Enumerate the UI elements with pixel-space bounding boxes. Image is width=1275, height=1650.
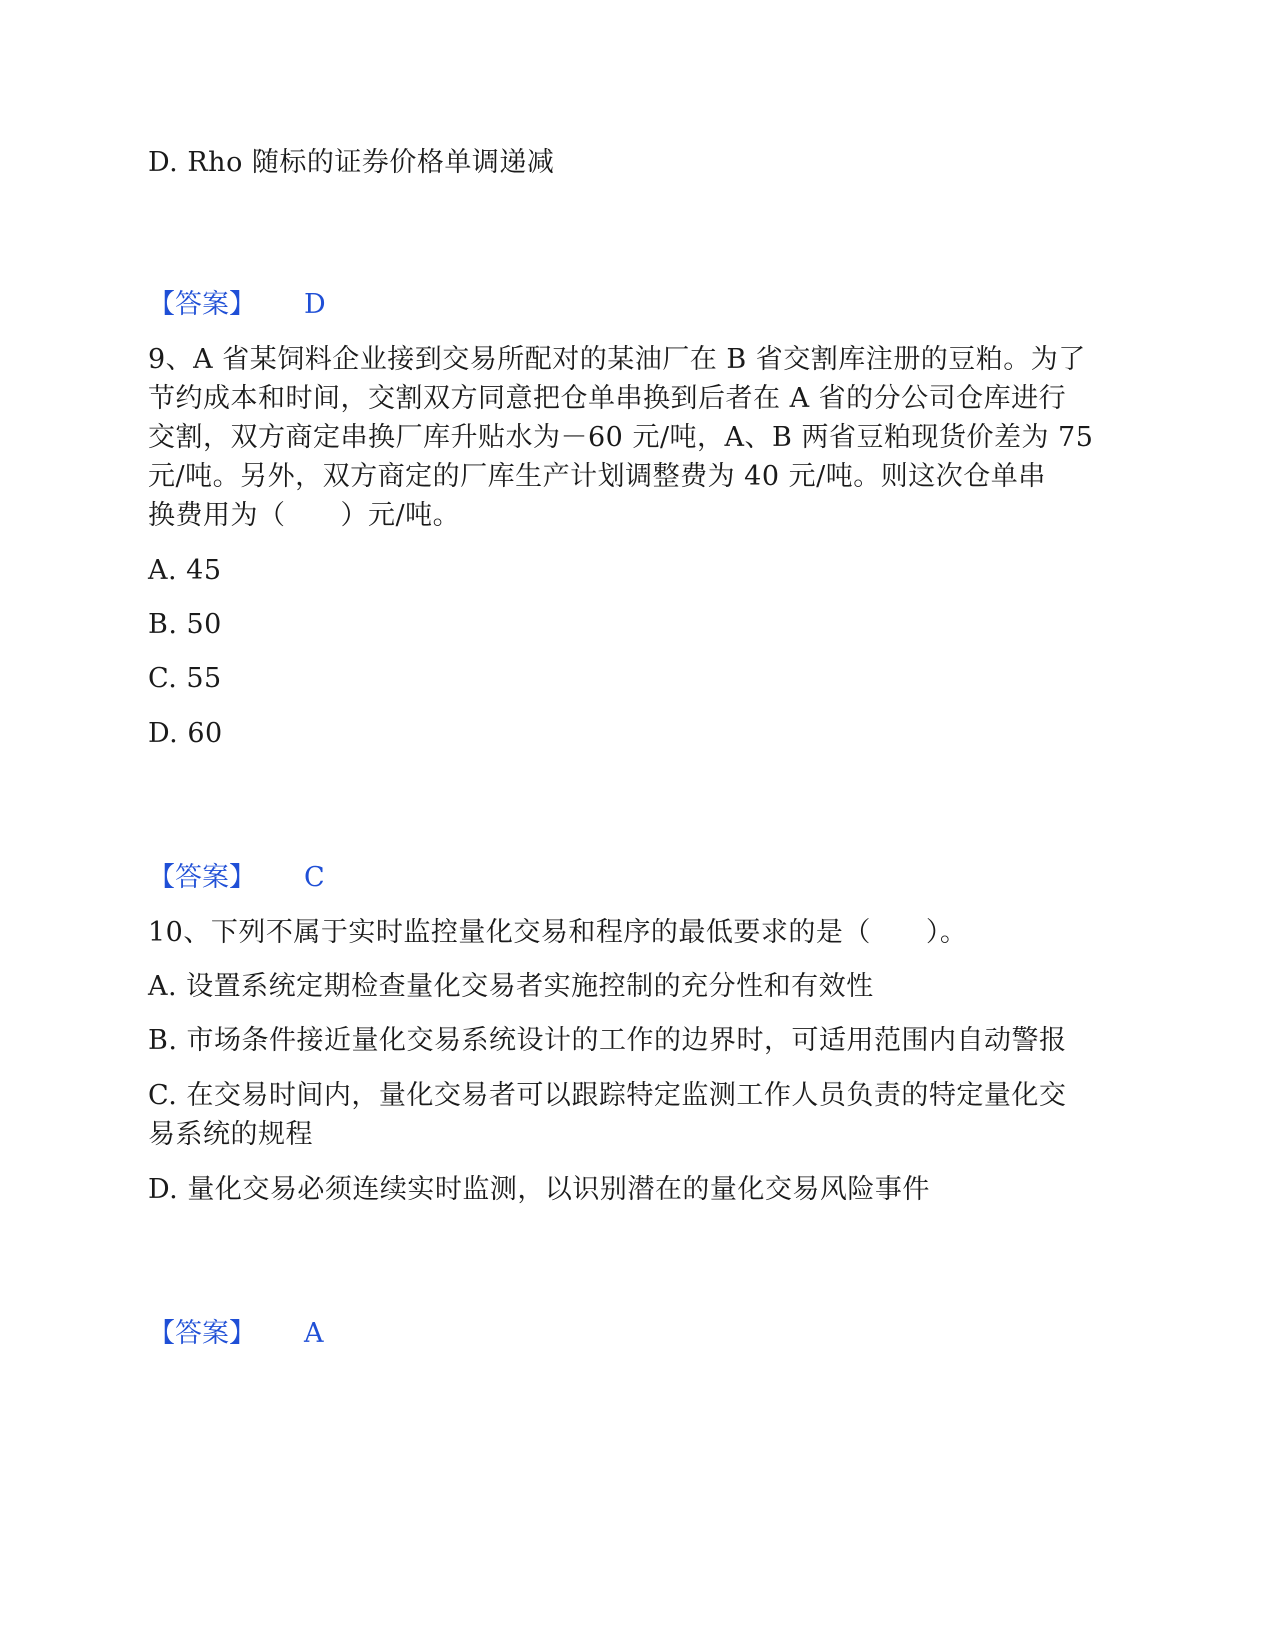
q8-option-d: D. Rho 随标的证券价格单调递减	[148, 147, 555, 178]
q9-stem-line-3: 交割，双方商定串换厂库升贴水为－60 元/吨，A、B 两省豆粕现货价差为 75	[148, 422, 1094, 453]
q9-stem-line-5: 换费用为（ ）元/吨。	[148, 500, 461, 531]
answer-value: C	[304, 862, 325, 893]
q9-stem-line-4: 元/吨。另外，双方商定的厂库生产计划调整费为 40 元/吨。则这次仓单串	[148, 461, 1046, 492]
q10-answer	[148, 1313, 324, 1354]
q9-answer	[148, 857, 325, 898]
q10-option-c-line-1: C. 在交易时间内，量化交易者可以跟踪特定监测工作人员负责的特定量化交	[148, 1080, 1067, 1111]
q9-option-c: C. 55	[148, 663, 222, 694]
answer-value: D	[304, 289, 326, 320]
q10-option-c-line-2: 易系统的规程	[148, 1119, 313, 1150]
q10-stem: 10、下列不属于实时监控量化交易和程序的最低要求的是（ ）。	[148, 917, 968, 948]
q10-option-d: D. 量化交易必须连续实时监测，以识别潜在的量化交易风险事件	[148, 1174, 930, 1205]
answer-label: 【答案】	[148, 862, 256, 893]
answer-value: A	[304, 1318, 324, 1349]
q8-answer	[148, 284, 326, 325]
q9-stem-line-2: 节约成本和时间，交割双方同意把仓单串换到后者在 A 省的分公司仓库进行	[148, 383, 1067, 414]
q9-stem-line-1: 9、A 省某饲料企业接到交易所配对的某油厂在 B 省交割库注册的豆粕。为了	[148, 344, 1086, 375]
answer-label: 【答案】	[148, 1318, 256, 1349]
q10-option-a: A. 设置系统定期检查量化交易者实施控制的充分性和有效性	[148, 971, 874, 1002]
q9-option-d: D. 60	[148, 718, 223, 749]
q9-option-b: B. 50	[148, 609, 222, 640]
answer-label: 【答案】	[148, 289, 256, 320]
q9-option-a: A. 45	[148, 555, 222, 586]
q10-option-b: B. 市场条件接近量化交易系统设计的工作的边界时，可适用范围内自动警报	[148, 1025, 1067, 1056]
